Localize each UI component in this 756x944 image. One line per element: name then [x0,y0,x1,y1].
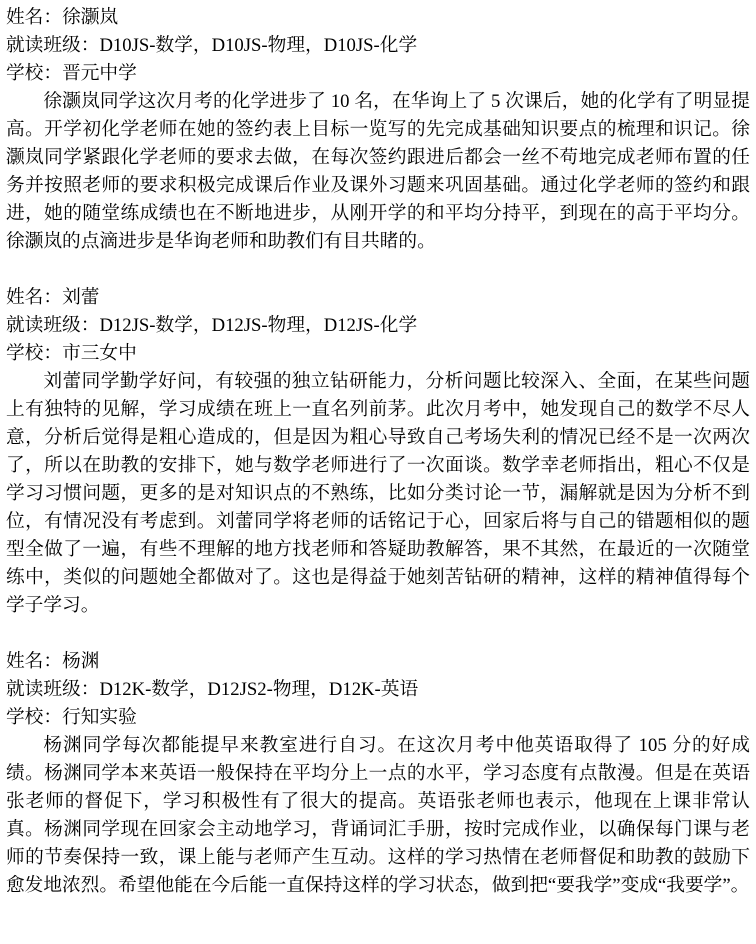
student-name-line [6,648,750,676]
student-report-paragraph: 徐灏岚同学这次月考的化学进步了 10 名，在华询上了 5 次课后，她的化学有了明显提高。开学初化学老师在她的签约表上目标一览写的先完成基础知识要点的梳理和识记。徐灏岚同学紧跟化学老师的要求去做，在每次签约跟进后都会一丝不苟地完成老师布置的任务并按照老师的要求积极完成课后作业及课外习题来巩固基础。通过化学老师的签约和跟进，她的随堂练成绩也在不断地进步，从刚开学的和平均分持平，到现在的高于平均分。徐灏岚的点滴进步是华询老师和助教们有目共睹的。 [6,91,750,252]
class-label: 就读班级： [6,35,100,56]
student-classes: D12K-数学，D12JS2-物理，D12K-英语 [99,679,419,700]
student-class-line [6,32,750,60]
student-name: 杨渊 [62,651,100,672]
student-school: 行知实验 [62,707,137,728]
student-report-paragraph: 杨渊同学每次都能提早来教室进行自习。在这次月考中他英语取得了 105 分的好成绩。杨渊同学本来英语一般保持在平均分上一点的水平，学习态度有点散漫。但是在英语张老师的督促下，学习积极性有了很大的提高。英语张老师也表示，他现在上课非常认真。杨渊同学现在回家会主动地学习，背诵词汇手册，按时完成作业，以确保每门课与老师的节奏保持一致，课上能与老师产生互动。这样的学习热情在老师督促和助教的鼓励下愈发地浓烈。希望他能在今后能一直保持这样的学习状态，做到把“要我学”变成“我要学”。 [6,735,750,896]
student-school: 市三女中 [62,343,137,364]
student-name: 刘蕾 [62,287,100,308]
name-label: 姓名： [6,7,63,28]
student-school-line [6,340,750,368]
student-name-line [6,4,750,32]
student-class-line [6,312,750,340]
class-label: 就读班级： [6,315,100,336]
student-school-line [6,60,750,88]
school-label: 学校： [6,343,63,364]
name-label: 姓名： [6,651,63,672]
student-classes: D10JS-数学，D10JS-物理，D10JS-化学 [99,35,418,56]
student-record [6,4,750,256]
student-class-line [6,676,750,704]
student-report-paragraph: 刘蕾同学勤学好问，有较强的独立钻研能力，分析问题比较深入、全面，在某些问题上有独特的见解，学习成绩在班上一直名列前茅。此次月考中，她发现自己的数学不尽人意，分析后觉得是粗心造成的，但是因为粗心导致自己考场失利的情况已经不是一次两次了，所以在助教的安排下，她与数学老师进行了一次面谈。数学幸老师指出，粗心不仅是学习习惯问题，更多的是对知识点的不熟练，比如分类讨论一节，漏解就是因为分析不到位，有情况没有考虑到。刘蕾同学将老师的话铭记于心，回家后将与自己的错题相似的题型全做了一遍，有些不理解的地方找老师和答疑助教解答，果不其然，在最近的一次随堂练中，类似的问题她全都做对了。这也是得益于她刻苦钻研的精神，这样的精神值得每个学子学习。 [6,371,750,616]
student-school-line [6,704,750,732]
student-name: 徐灏岚 [62,7,119,28]
student-record [6,284,750,620]
school-label: 学校： [6,63,63,84]
student-record [6,648,750,900]
school-label: 学校： [6,707,63,728]
student-name-line [6,284,750,312]
name-label: 姓名： [6,287,63,308]
class-label: 就读班级： [6,679,100,700]
student-school: 晋元中学 [62,63,137,84]
student-classes: D12JS-数学，D12JS-物理，D12JS-化学 [99,315,418,336]
